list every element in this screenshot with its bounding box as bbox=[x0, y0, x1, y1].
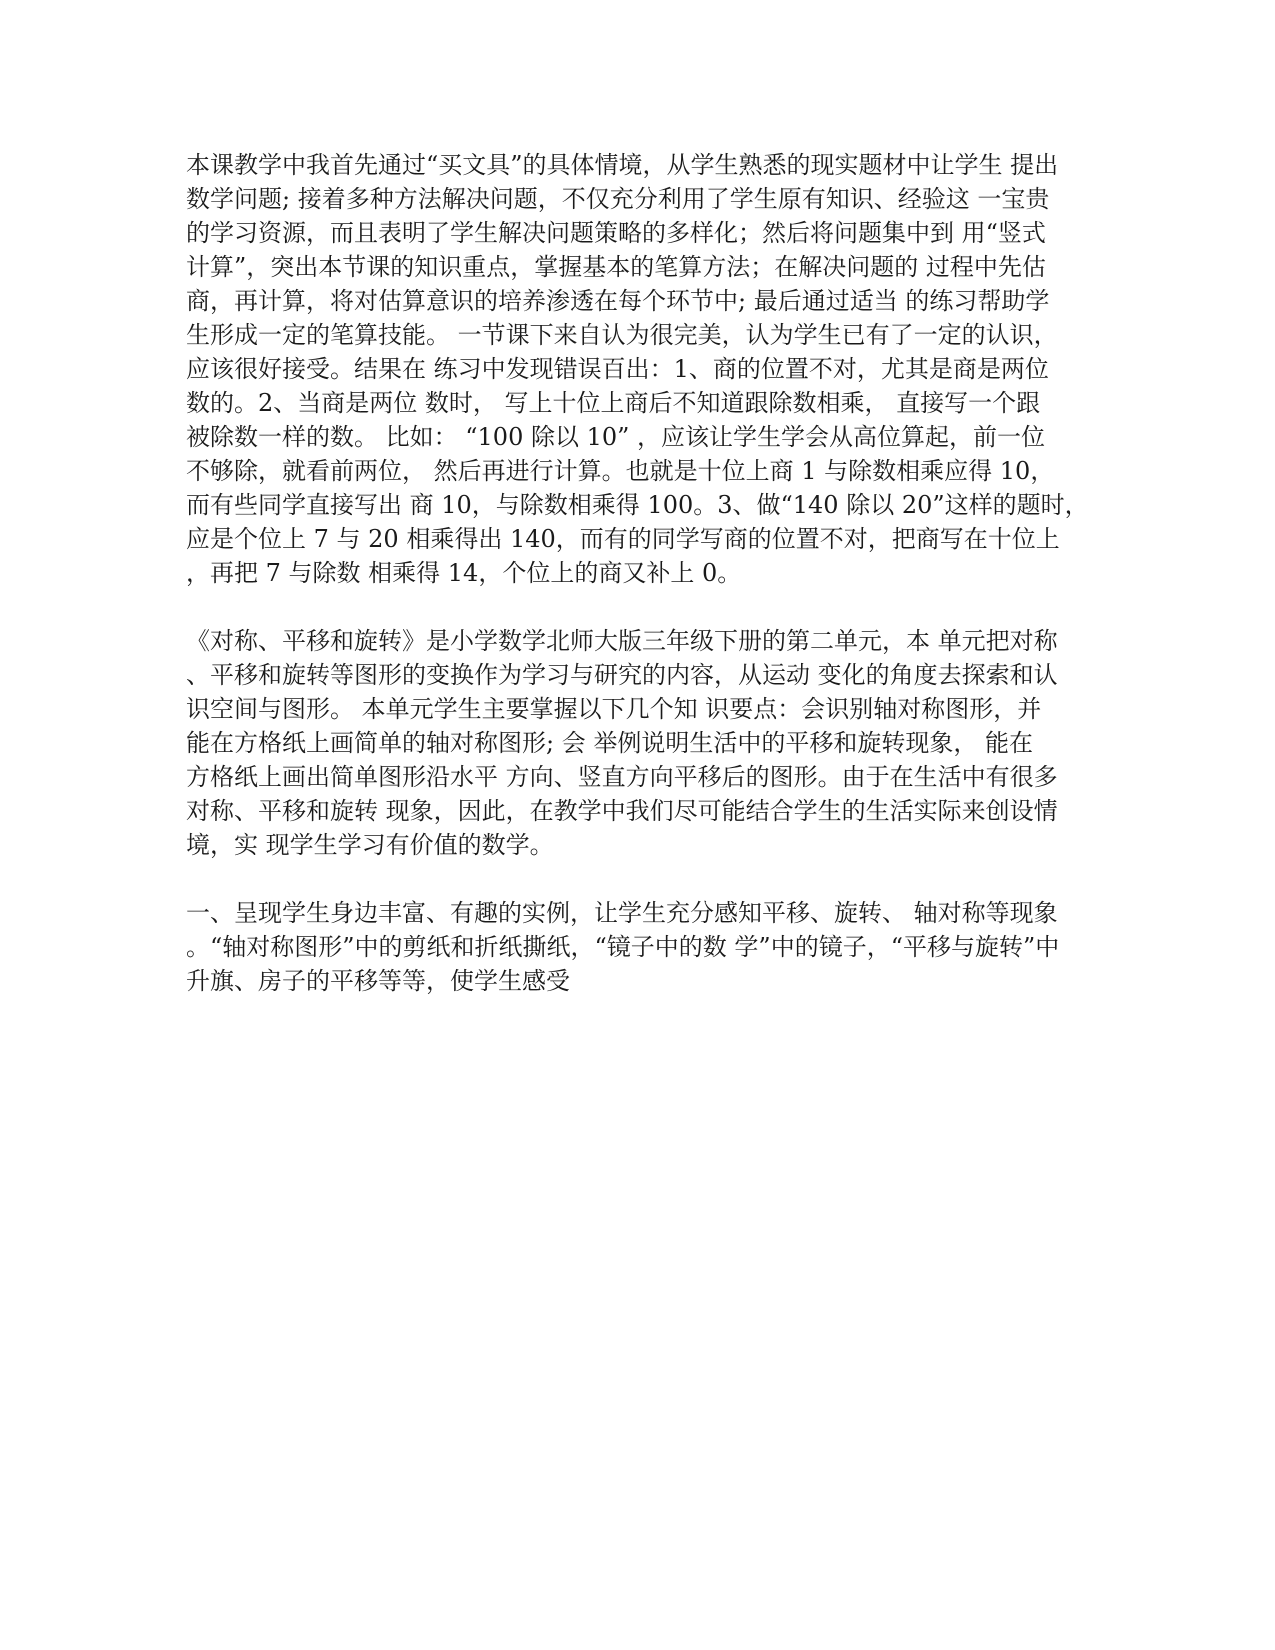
paragraph-symmetry-unit bbox=[186, 624, 1106, 862]
text-line: ，再把 7 与除数 相乘得 14，个位上的商又补上 0。 bbox=[186, 559, 742, 587]
text-line: 被除数一样的数。 比如： “100 除以 10” ，应该让学生学会从高位算起，前一位 bbox=[186, 423, 1046, 451]
text-line: 。“轴对称图形”中的剪纸和折纸撕纸，“镜子中的数 学”中的镜子，“平移与旋转”中 bbox=[186, 933, 1060, 961]
paragraph-point-one bbox=[186, 896, 1106, 998]
text-line: 能在方格纸上画简单的轴对称图形; 会 举例说明生活中的平移和旋转现象， 能在 bbox=[186, 729, 1033, 757]
text-line: 一、呈现学生身边丰富、有趣的实例，让学生充分感知平移、旋转、 轴对称等现象 bbox=[186, 899, 1058, 927]
document-body bbox=[186, 148, 1106, 998]
text-line: 对称、平移和旋转 现象，因此，在教学中我们尽可能结合学生的生活实际来创设情 bbox=[186, 797, 1058, 825]
paragraph-gap bbox=[186, 590, 1106, 624]
text-line: 本课教学中我首先通过“买文具”的具体情境，从学生熟悉的现实题材中让学生 提出 bbox=[186, 151, 1059, 179]
text-line: 商，再计算，将对估算意识的培养渗透在每个环节中; 最后通过适当 的练习帮助学 bbox=[186, 287, 1050, 315]
text-line: 、平移和旋转等图形的变换作为学习与研究的内容，从运动 变化的角度去探索和认 bbox=[186, 661, 1058, 689]
text-line: 境，实 现学生学习有价值的数学。 bbox=[186, 831, 554, 859]
text-line: 应是个位上 7 与 20 相乘得出 140，而有的同学写商的位置不对，把商写在十位上 bbox=[186, 525, 1060, 553]
text-line: 而有些同学直接写出 商 10，与除数相乘得 100。3、做“140 除以 20”这样的题时， bbox=[186, 491, 1089, 519]
paragraph-gap bbox=[186, 862, 1106, 896]
text-line: 数的。2、当商是两位 数时， 写上十位上商后不知道跟除数相乘， 直接写一个跟 bbox=[186, 389, 1041, 417]
text-line: 不够除，就看前两位， 然后再进行计算。也就是十位上商 1 与除数相乘应得 10， bbox=[186, 457, 1055, 485]
text-line: 生形成一定的笔算技能。 一节课下来自认为很完美，认为学生已有了一定的认识， bbox=[186, 321, 1058, 349]
text-line: 应该很好接受。结果在 练习中发现错误百出：1、商的位置不对，尤其是商是两位 bbox=[186, 355, 1049, 383]
text-line: 计算”，突出本节课的知识重点，掌握基本的笔算方法；在解决问题的 过程中先估 bbox=[186, 253, 1046, 281]
text-line: 的学习资源，而且表明了学生解决问题策略的多样化；然后将问题集中到 用“竖式 bbox=[186, 219, 1046, 247]
paragraph-reflection bbox=[186, 148, 1106, 590]
text-line: 识空间与图形。 本单元学生主要掌握以下几个知 识要点：会识别轴对称图形，并 bbox=[186, 695, 1042, 723]
text-line: 升旗、房子的平移等等，使学生感受 bbox=[186, 967, 570, 995]
text-line: 数学问题; 接着多种方法解决问题，不仅充分利用了学生原有知识、经验这 一宝贵 bbox=[186, 185, 1050, 213]
text-line: 方格纸上画出简单图形沿水平 方向、竖直方向平移后的图形。由于在生活中有很多 bbox=[186, 763, 1058, 791]
text-line: 《对称、平移和旋转》是小学数学北师大版三年级下册的第二单元，本 单元把对称 bbox=[186, 627, 1058, 655]
